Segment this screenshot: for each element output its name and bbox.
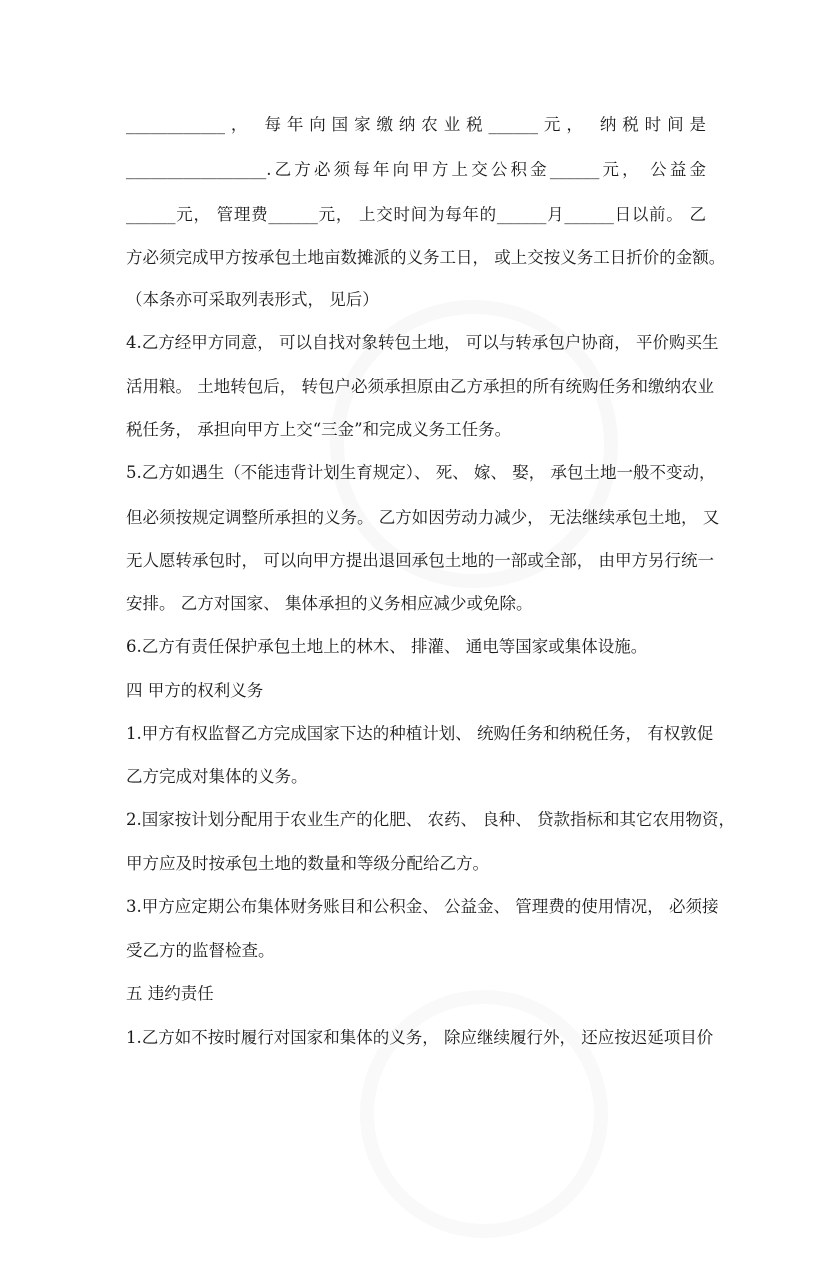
text-line: 方必须完成甲方按承包土地亩数摊派的义务工日， 或上交按义务工日折价的金额。 [126,248,726,267]
text-line: 无人愿转承包时， 可以向甲方提出退回承包土地的一部或全部， 由甲方另行统一 [126,551,714,570]
clause-1: 1.乙方如不按时履行对国家和集体的义务， 除应继续履行外， 还应按迟延项目价 [126,1028,714,1047]
text-line: 乙方完成对集体的义务。 [126,767,308,786]
clause-4: 4.乙方经甲方同意， 可以自找对象转包土地， 可以与转承包户协商， 平价购买生 [126,333,719,352]
section-heading-5: 五 违约责任 [126,984,214,1003]
clause-5: 5.乙方如遇生（不能违背计划生育规定）、 死、 嫁、 娶， 承包土地一般不变动， [126,463,716,482]
clause-2: 2.国家按计划分配用于农业生产的化肥、 农药、 良种、 贷款指标和其它农用物资， [126,810,735,829]
text-line: ______元， 管理费______元， 上交时间为每年的______月______日以前。 乙 [126,205,706,224]
text-line: 活用粮。 土地转包后， 转包户必须承担原由乙方承担的所有统购任务和缴纳农业 [126,377,714,396]
section-heading-4: 四 甲方的权利义务 [126,681,264,700]
text-line: _________________.乙方必须每年向甲方上交公积金______元， 公益金 [126,160,706,179]
text-line: 甲方应及时按承包土地的数量和等级分配给乙方。 [126,854,489,873]
text-line: 安排。 乙方对国家、 集体承担的义务相应减少或免除。 [126,594,533,613]
clause-3: 3.甲方应定期公布集体财务账目和公积金、 公益金、 管理费的使用情况， 必须接 [126,897,719,916]
text-line: 但必须按规定调整所承担的义务。 乙方如因劳动力减少， 无法继续承包土地， 又 [126,508,720,527]
text-line: 受乙方的监督检查。 [126,941,275,960]
clause-1: 1.甲方有权监督乙方完成国家下达的种植计划、 统购任务和纳税任务， 有权敦促 [126,724,714,743]
text-line: （本条亦可采取列表形式， 见后） [126,290,379,309]
text-line: ____________， 每年向国家缴纳农业税______元， 纳税时间是 [126,115,706,134]
clause-6: 6.乙方有责任保护承包土地上的林木、 排灌、 通电等国家或集体设施。 [126,637,648,656]
text-line: 税任务， 承担向甲方上交“三金”和完成义务工任务。 [126,420,512,439]
